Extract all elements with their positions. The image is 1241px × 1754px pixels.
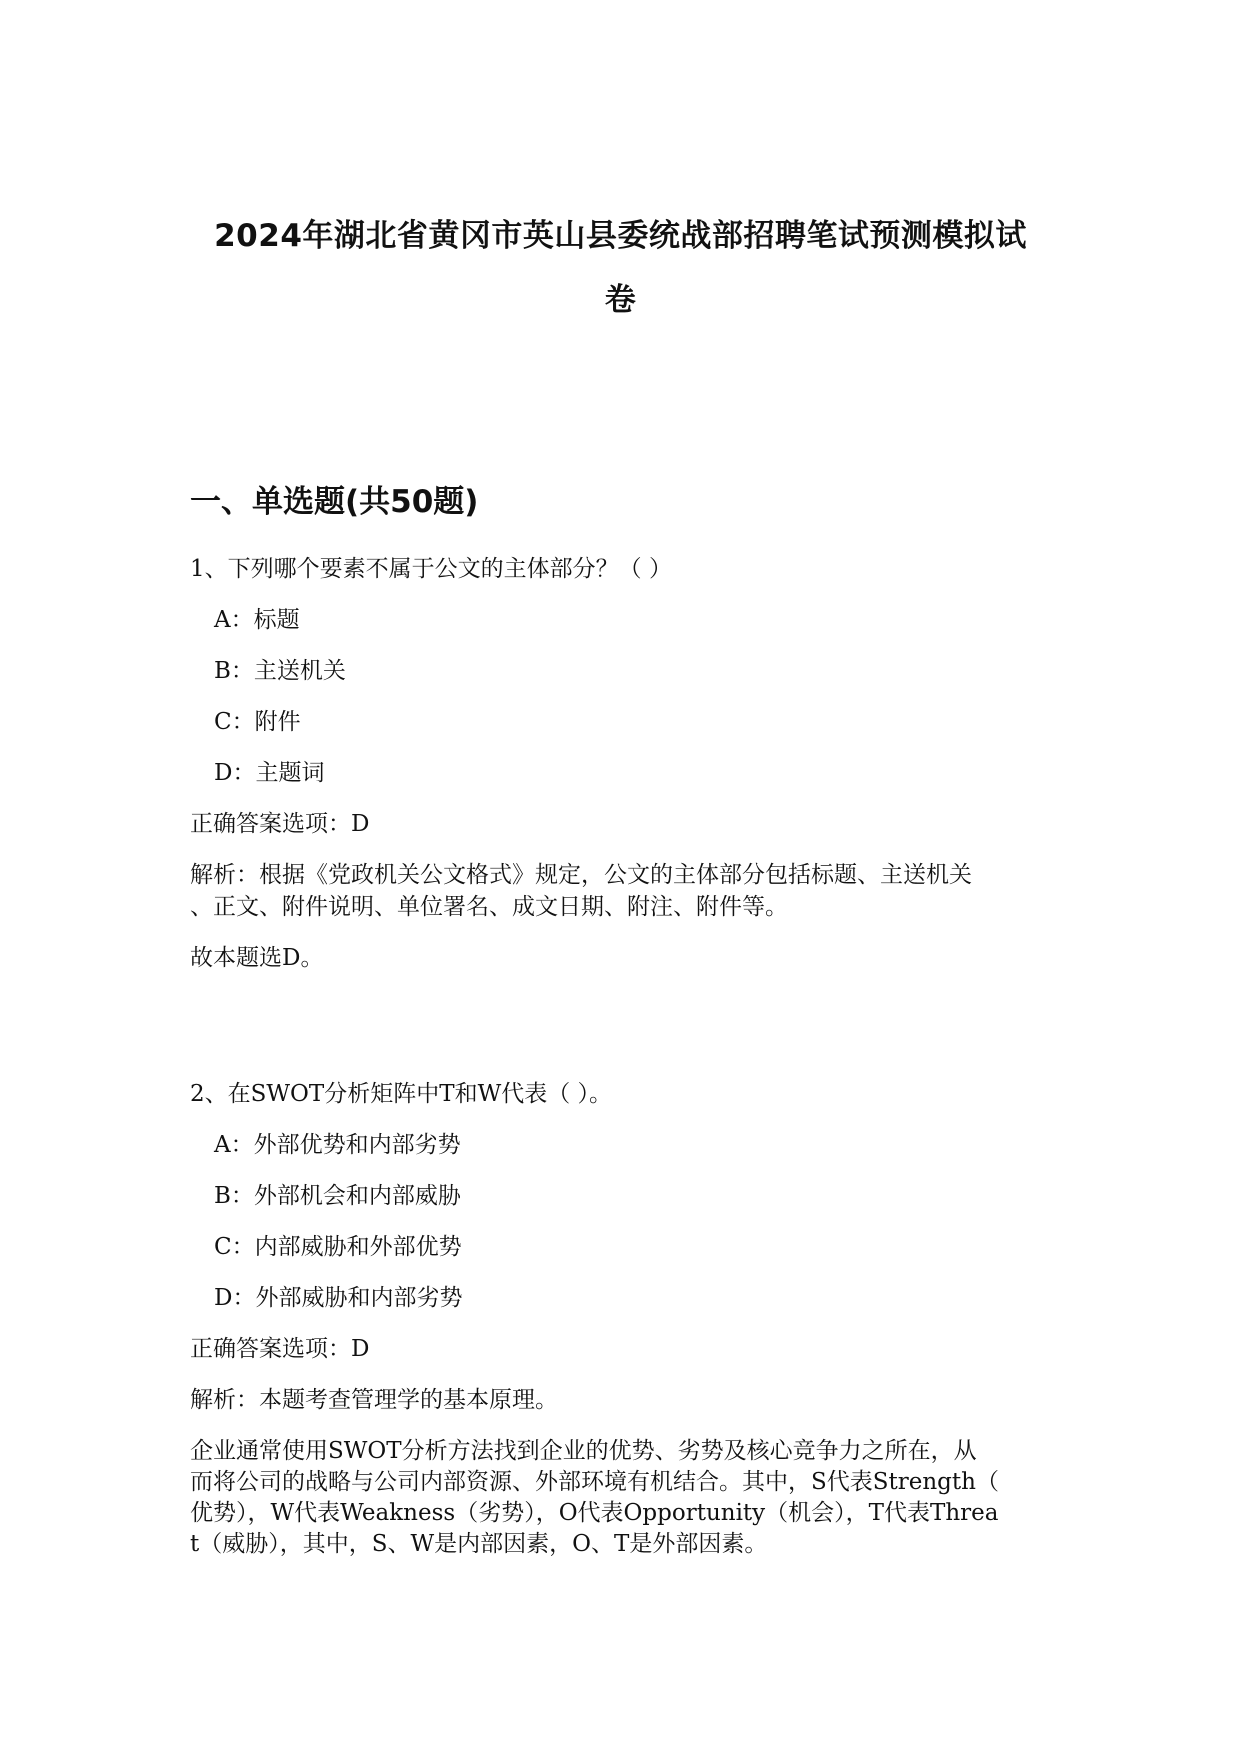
question-2-analysis-line-5: t（威胁），其中，S、W是内部因素，O、T是外部因素。 (190, 1531, 768, 1557)
question-2-option-c: C：内部威胁和外部优势 (214, 1234, 462, 1260)
question-1-analysis-line-1: 解析：根据《党政机关公文格式》规定，公文的主体部分包括标题、主送机关 (190, 862, 972, 888)
question-2-stem: 2、在SWOT分析矩阵中T和W代表（ ）。 (190, 1081, 613, 1107)
question-1-option-c: C：附件 (214, 709, 301, 735)
question-2-answer: 正确答案选项：D (190, 1336, 370, 1362)
question-2-option-a: A：外部优势和内部劣势 (214, 1132, 461, 1158)
document-title-line-1: 2024年湖北省黄冈市英山县委统战部招聘笔试预测模拟试 (214, 218, 1027, 254)
question-2-option-b: B：外部机会和内部威胁 (214, 1183, 461, 1209)
section-title: 一、单选题(共50题) (190, 484, 479, 520)
question-1-option-b: B：主送机关 (214, 658, 346, 684)
question-2-analysis-line-2: 企业通常使用SWOT分析方法找到企业的优势、劣势及核心竞争力之所在，从 (190, 1438, 977, 1464)
question-1-conclusion: 故本题选D。 (190, 945, 324, 971)
question-1-answer: 正确答案选项：D (190, 811, 370, 837)
question-1-option-a: A：标题 (214, 607, 300, 633)
question-2-analysis-line-3: 而将公司的战略与公司内部资源、外部环境有机结合。其中，S代表Strength（ (190, 1469, 999, 1495)
question-1-analysis-line-2: 、正文、附件说明、单位署名、成文日期、附注、附件等。 (190, 894, 788, 920)
question-2-analysis-line-4: 优势），W代表Weakness（劣势），O代表Opportunity（机会），T代表Threa (190, 1500, 999, 1526)
question-1-stem: 1、下列哪个要素不属于公文的主体部分？（ ） (190, 556, 672, 582)
question-2-analysis-line-1: 解析：本题考查管理学的基本原理。 (190, 1387, 558, 1413)
question-2-option-d: D：外部威胁和内部劣势 (214, 1285, 463, 1311)
question-1-option-d: D：主题词 (214, 760, 325, 786)
document-title-line-2: 卷 (604, 282, 637, 318)
